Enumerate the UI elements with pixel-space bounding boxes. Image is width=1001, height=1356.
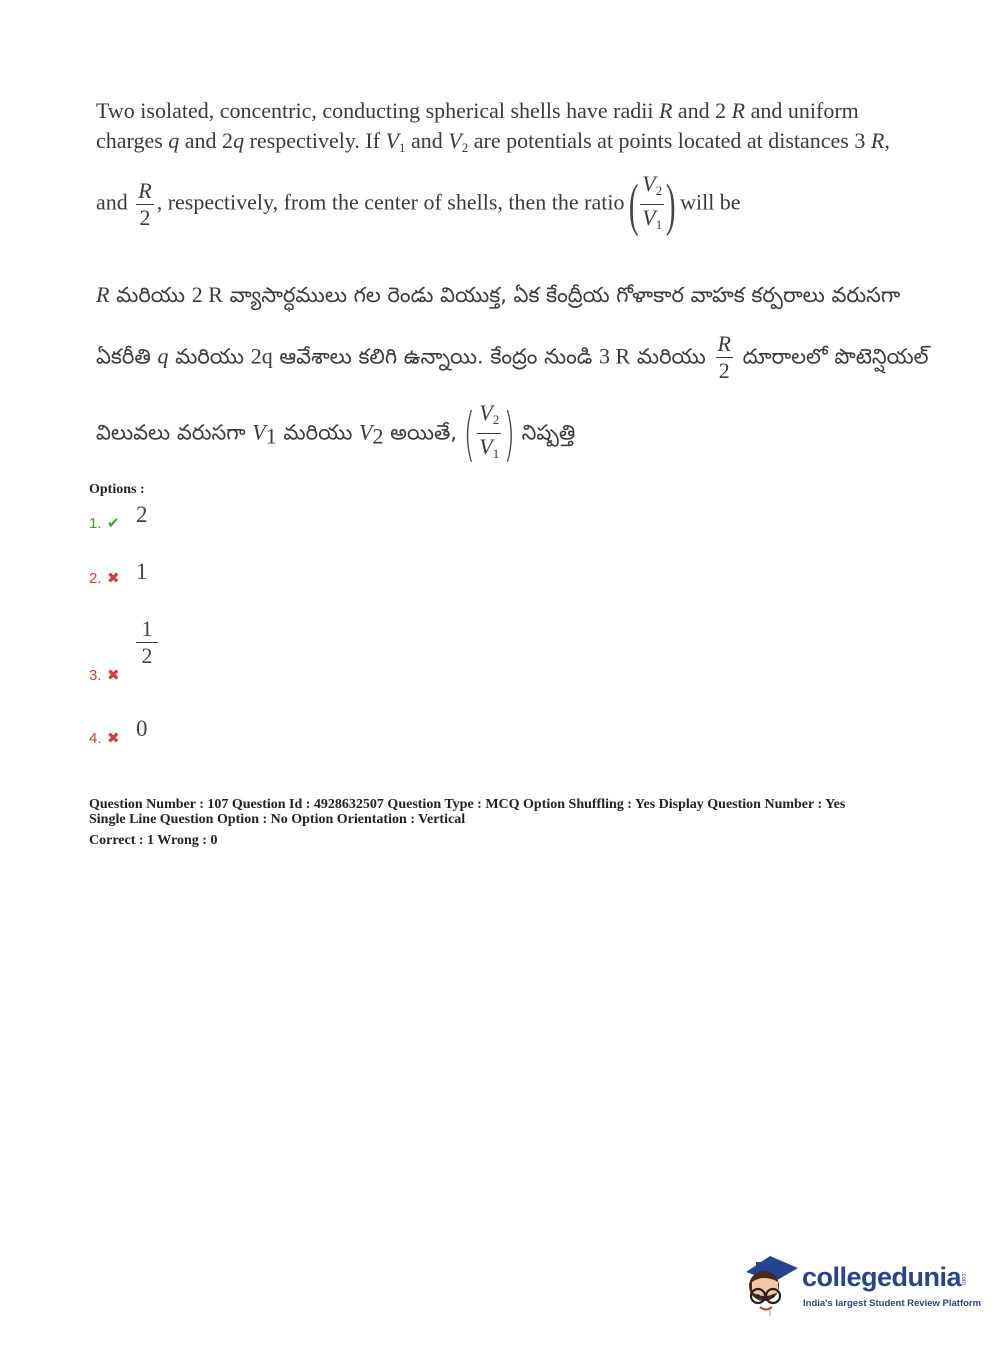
cross-icon: ✖ [107, 667, 120, 684]
question-line-3: and $\frac{R}{2}$ , respectively, from the center of shells, then the ratio ( $\frac{V_2}{V_1}$ ) will be [96, 171, 741, 237]
telugu-line-2: ఏకరీతి q మరియు 2q ఆవేశాలు కలిగి ఉన్నాయి. కేంద్రం నుండి 3 R మరియు $\frac{R}{2}$ దూరాలలో పొటెన్షియల్ [96, 331, 929, 383]
meta-line-1: Question Number : 107 Question Id : 4928632507 Question Type : MCQ Option Shuffling : Yes Display Question Number : Yes [89, 797, 846, 812]
mascot-icon [742, 1252, 802, 1316]
telugu-line-1: R మరియు 2 R వ్యాసార్ధములు గల రెండు వియుక్త, ఏక కేంద్రీయ గోళాకార వాహక కర్పరాలు వరుసగా [96, 282, 901, 307]
question-line-2: charges q and 2q respectively. If $V_1$ and $V_2$ are potentials at points located at distances 3 R, [96, 128, 890, 155]
option-number: 3. [89, 667, 102, 684]
option-number: 1. [89, 515, 102, 532]
option-value: 2 [136, 502, 148, 527]
option-2[interactable] [89, 559, 148, 587]
question-meta [89, 797, 845, 848]
cross-icon: ✖ [107, 570, 120, 587]
option-value: 0 [136, 716, 148, 741]
option-number: 2. [89, 570, 102, 587]
meta-line-3: Correct : 1 Wrong : 0 [89, 833, 218, 848]
question-telugu [96, 282, 929, 468]
cross-icon: ✖ [107, 730, 120, 747]
logo-com: .com [960, 1272, 966, 1286]
collegedunia-logo [742, 1252, 982, 1322]
option-1[interactable] [89, 502, 148, 532]
meta-line-2: Single Line Question Option : No Option Orientation : Vertical [89, 812, 466, 827]
logo-tagline: India's largest Student Review Platform [803, 1298, 982, 1309]
telugu-ratio-v2-over-v1: $\frac{V_2}{V_1}$ [479, 400, 500, 461]
fraction-r-over-2: $\frac{R}{2}$ [138, 178, 152, 230]
question-english [96, 96, 896, 238]
telugu-fraction-r-over-2: $\frac{R}{2}$ [717, 331, 731, 383]
logo-brand: collegedunia [802, 1262, 962, 1292]
option-number: 4. [89, 730, 102, 747]
check-icon: ✔ [107, 515, 120, 532]
option-4[interactable] [89, 716, 148, 747]
question-line-1: Two isolated, concentric, conducting spherical shells have radii R and 2 R and uniform [96, 98, 859, 123]
ratio-v2-over-v1: $\frac{V_2}{V_1}$ [642, 171, 663, 232]
options-label: Options : [89, 482, 145, 497]
option-value: 1 [136, 559, 148, 584]
telugu-line-3: విలువలు వరుసగా $V_1$ మరియు $V_2$ అయితే, ( $\frac{V_2}{V_1}$ ) నిష్పత్తి [96, 399, 576, 468]
option-value-fraction: $\frac{1}{2}$ [136, 616, 158, 669]
option-3[interactable] [89, 616, 153, 684]
